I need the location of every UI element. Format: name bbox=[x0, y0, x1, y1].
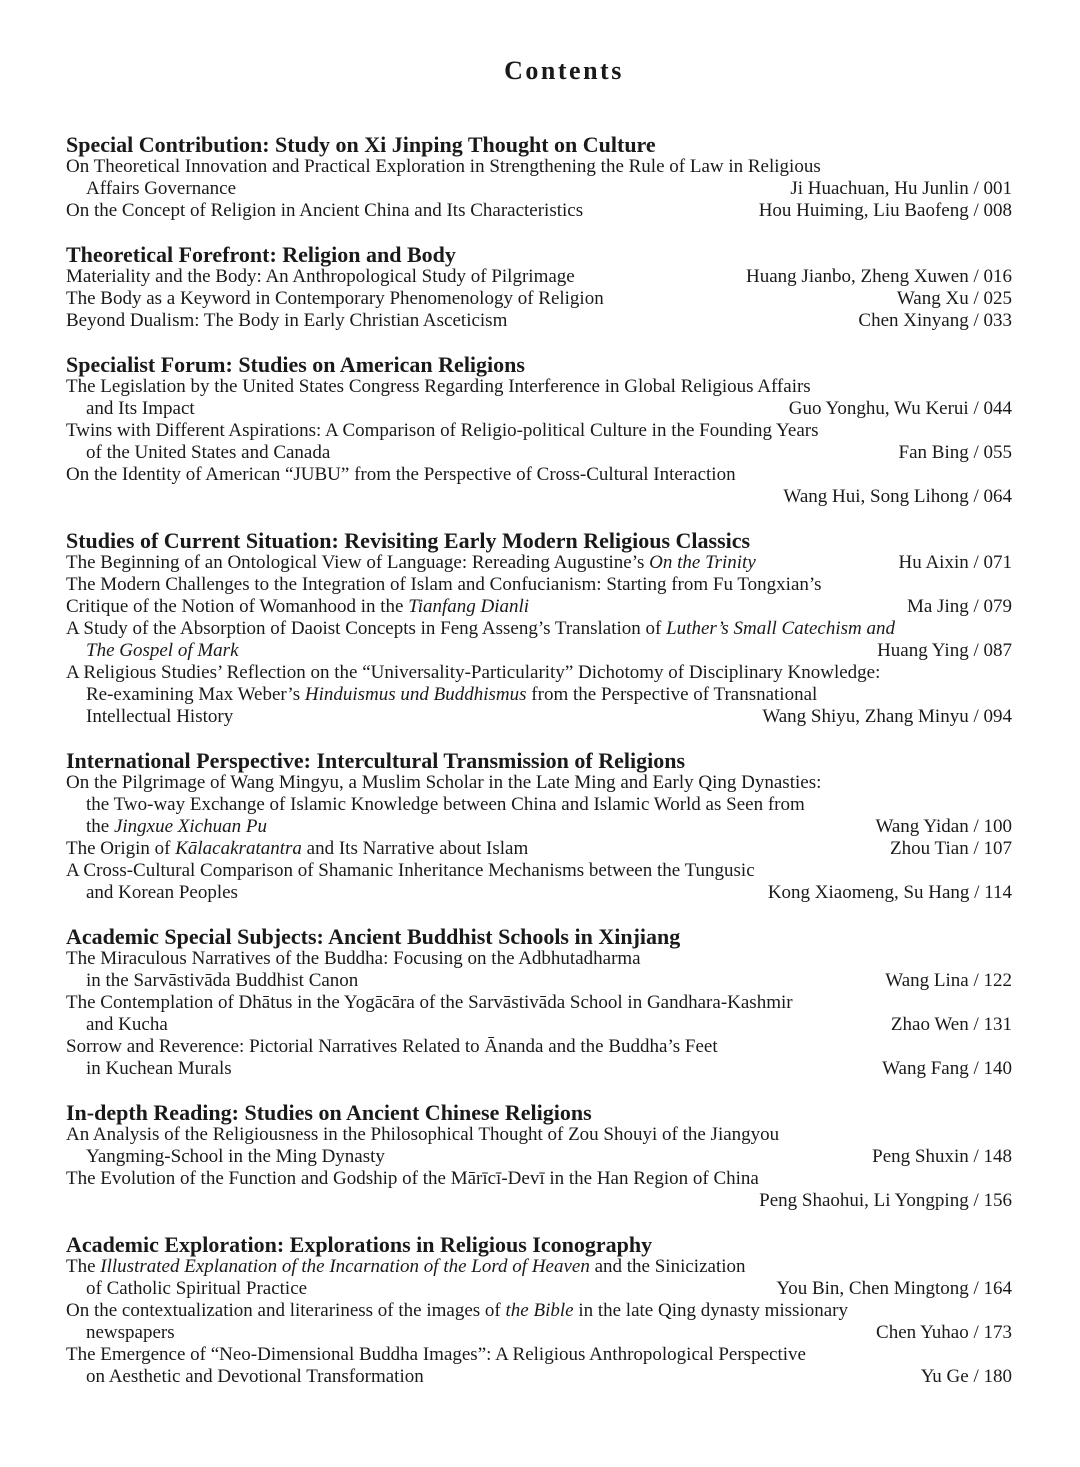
article-byline: Kong Xiaomeng, Su Hang / 114 bbox=[767, 882, 1012, 903]
article-title[interactable]: On the Identity of American “JUBU” from the Perspective of Cross-Cultural Interaction bbox=[66, 464, 736, 485]
toc-section bbox=[66, 354, 1012, 508]
article-title[interactable]: The Evolution of the Function and Godship of the Mārīcī-Devī in the Han Region of China bbox=[66, 1168, 759, 1189]
article-title[interactable]: and Kucha Zhao Wen / 131 bbox=[86, 1014, 1012, 1035]
article-byline: Yu Ge / 180 bbox=[920, 1366, 1012, 1387]
section-heading: Specialist Forum: Studies on American Religions bbox=[66, 352, 525, 377]
article-title[interactable]: Yangming-School in the Ming Dynasty Peng Shuxin / 148 bbox=[86, 1146, 1012, 1167]
article-byline: Huang Jianbo, Zheng Xuwen / 016 bbox=[746, 266, 1012, 287]
article-title[interactable]: The Origin of Kālacakratantra and Its Narrative about Islam Zhou Tian / 107 bbox=[66, 838, 1012, 859]
article-byline: Wang Shiyu, Zhang Minyu / 094 bbox=[762, 706, 1012, 727]
toc-section bbox=[66, 926, 1012, 1080]
article-byline: Peng Shaohui, Li Yongping / 156 bbox=[759, 1190, 1012, 1211]
article-byline: Fan Bing / 055 bbox=[898, 442, 1012, 463]
article-title[interactable]: On Theoretical Innovation and Practical Exploration in Strengthening the Rule of Law in Religious bbox=[66, 156, 821, 177]
article-title[interactable]: newspapers Chen Yuhao / 173 bbox=[86, 1322, 1012, 1343]
article-byline: Guo Yonghu, Wu Kerui / 044 bbox=[788, 398, 1012, 419]
section-heading: Academic Special Subjects: Ancient Buddhist Schools in Xinjiang bbox=[66, 924, 681, 949]
toc-section bbox=[66, 244, 1012, 332]
article-title[interactable]: The Illustrated Explanation of the Incarnation of the Lord of Heaven and the Sinicization bbox=[66, 1256, 746, 1277]
article-title[interactable]: the Jingxue Xichuan Pu Wang Yidan / 100 bbox=[86, 816, 1012, 837]
article-byline: Wang Yidan / 100 bbox=[875, 816, 1012, 837]
article-byline: Wang Fang / 140 bbox=[882, 1058, 1012, 1079]
article-byline: Zhao Wen / 131 bbox=[890, 1014, 1012, 1035]
article-byline: Chen Yuhao / 173 bbox=[876, 1322, 1012, 1343]
article-byline: Wang Lina / 122 bbox=[885, 970, 1012, 991]
toc-section bbox=[66, 750, 1012, 904]
article-title[interactable]: A Religious Studies’ Reflection on the “Universality-Particularity” Dichotomy of Disciplinary Knowledge: bbox=[66, 662, 881, 683]
article-byline: Peng Shuxin / 148 bbox=[872, 1146, 1012, 1167]
article-title[interactable]: Critique of the Notion of Womanhood in the Tianfang Dianli Ma Jing / 079 bbox=[66, 596, 1012, 617]
article-title[interactable]: Re-examining Max Weber’s Hinduismus und Buddhismus from the Perspective of Transnational bbox=[86, 684, 818, 705]
article-byline: Huang Ying / 087 bbox=[877, 640, 1012, 661]
article-title[interactable]: The Gospel of Mark Huang Ying / 087 bbox=[86, 640, 1012, 661]
section-heading: International Perspective: Intercultural Transmission of Religions bbox=[66, 748, 686, 773]
article-byline-row bbox=[66, 1190, 1012, 1212]
article-title[interactable]: The Contemplation of Dhātus in the Yogācāra of the Sarvāstivāda School in Gandhara-Kashmir bbox=[66, 992, 793, 1013]
article-title[interactable]: An Analysis of the Religiousness in the Philosophical Thought of Zou Shouyi of the Jiangyou bbox=[66, 1124, 780, 1145]
article-title[interactable]: on Aesthetic and Devotional Transformation Yu Ge / 180 bbox=[86, 1366, 1012, 1387]
article-title[interactable]: The Legislation by the United States Congress Regarding Interference in Global Religious Affairs bbox=[66, 376, 811, 397]
article-byline: Wang Hui, Song Lihong / 064 bbox=[783, 486, 1012, 507]
article-title[interactable]: Twins with Different Aspirations: A Comparison of Religio-political Culture in the Founding Years bbox=[66, 420, 819, 441]
article-title[interactable]: The Emergence of “Neo-Dimensional Buddha Images”: A Religious Anthropological Perspective bbox=[66, 1344, 806, 1365]
article-byline: You Bin, Chen Mingtong / 164 bbox=[776, 1278, 1012, 1299]
article-byline: Hu Aixin / 071 bbox=[898, 552, 1012, 573]
section-heading: Theoretical Forefront: Religion and Body bbox=[66, 242, 456, 267]
article-title[interactable]: and Korean Peoples Kong Xiaomeng, Su Hang / 114 bbox=[86, 882, 1012, 903]
article-byline: Wang Xu / 025 bbox=[896, 288, 1012, 309]
article-title[interactable]: the Two-way Exchange of Islamic Knowledge between China and Islamic World as Seen from bbox=[86, 794, 805, 815]
article-title[interactable]: in the Sarvāstivāda Buddhist Canon Wang Lina / 122 bbox=[86, 970, 1012, 991]
toc-section bbox=[66, 1102, 1012, 1212]
article-title[interactable]: in Kuchean Murals Wang Fang / 140 bbox=[86, 1058, 1012, 1079]
page-title: Contents bbox=[504, 56, 624, 85]
article-title[interactable]: Sorrow and Reverence: Pictorial Narratives Related to Ānanda and the Buddha’s Feet bbox=[66, 1036, 718, 1057]
article-byline: Chen Xinyang / 033 bbox=[858, 310, 1012, 331]
article-byline: Zhou Tian / 107 bbox=[890, 838, 1012, 859]
article-title[interactable]: Materiality and the Body: An Anthropological Study of Pilgrimage Huang Jianbo, Zheng Xuwen / 016 bbox=[66, 266, 1012, 287]
section-heading: Studies of Current Situation: Revisiting Early Modern Religious Classics bbox=[66, 528, 751, 553]
toc-section bbox=[66, 530, 1012, 728]
article-title[interactable]: of the United States and Canada Fan Bing / 055 bbox=[86, 442, 1012, 463]
article-byline: Ma Jing / 079 bbox=[906, 596, 1012, 617]
section-heading: Academic Exploration: Explorations in Religious Iconography bbox=[66, 1232, 653, 1257]
section-heading: In-depth Reading: Studies on Ancient Chinese Religions bbox=[66, 1100, 592, 1125]
article-title[interactable]: The Beginning of an Ontological View of Language: Rereading Augustine’s On the Trinity Hu Aixin / 071 bbox=[66, 552, 1012, 573]
article-title[interactable]: On the Concept of Religion in Ancient China and Its Characteristics Hou Huiming, Liu Baofeng / 008 bbox=[66, 200, 1012, 221]
article-title[interactable]: Intellectual History Wang Shiyu, Zhang Minyu / 094 bbox=[86, 706, 1012, 727]
article-byline-row bbox=[66, 486, 1012, 508]
article-title[interactable]: and Its Impact Guo Yonghu, Wu Kerui / 044 bbox=[86, 398, 1012, 419]
article-byline: Hou Huiming, Liu Baofeng / 008 bbox=[758, 200, 1012, 221]
article-title[interactable]: A Study of the Absorption of Daoist Concepts in Feng Asseng’s Translation of Luther’s Small Catechism and bbox=[66, 618, 895, 639]
toc-section bbox=[66, 1234, 1012, 1388]
section-heading: Special Contribution: Study on Xi Jinping Thought on Culture bbox=[66, 132, 656, 157]
article-title[interactable]: Affairs Governance Ji Huachuan, Hu Junlin / 001 bbox=[86, 178, 1012, 199]
toc-section bbox=[66, 134, 1012, 222]
article-title[interactable]: On the Pilgrimage of Wang Mingyu, a Muslim Scholar in the Late Ming and Early Qing Dynasties: bbox=[66, 772, 822, 793]
article-byline: Ji Huachuan, Hu Junlin / 001 bbox=[790, 178, 1012, 199]
article-title[interactable]: On the contextualization and literariness of the images of the Bible in the late Qing dynasty missionary bbox=[66, 1300, 848, 1321]
article-title[interactable]: of Catholic Spiritual Practice You Bin, Chen Mingtong / 164 bbox=[86, 1278, 1012, 1299]
article-title[interactable]: The Modern Challenges to the Integration of Islam and Confucianism: Starting from Fu Tongxian’s bbox=[66, 574, 822, 595]
contents-page bbox=[66, 56, 1012, 1388]
article-title[interactable]: Beyond Dualism: The Body in Early Christian Asceticism Chen Xinyang / 033 bbox=[66, 310, 1012, 331]
article-title[interactable]: A Cross-Cultural Comparison of Shamanic Inheritance Mechanisms between the Tungusic bbox=[66, 860, 755, 881]
article-title[interactable]: The Miraculous Narratives of the Buddha: Focusing on the Adbhutadharma bbox=[66, 948, 641, 969]
article-title[interactable]: The Body as a Keyword in Contemporary Phenomenology of Religion Wang Xu / 025 bbox=[66, 288, 1012, 309]
